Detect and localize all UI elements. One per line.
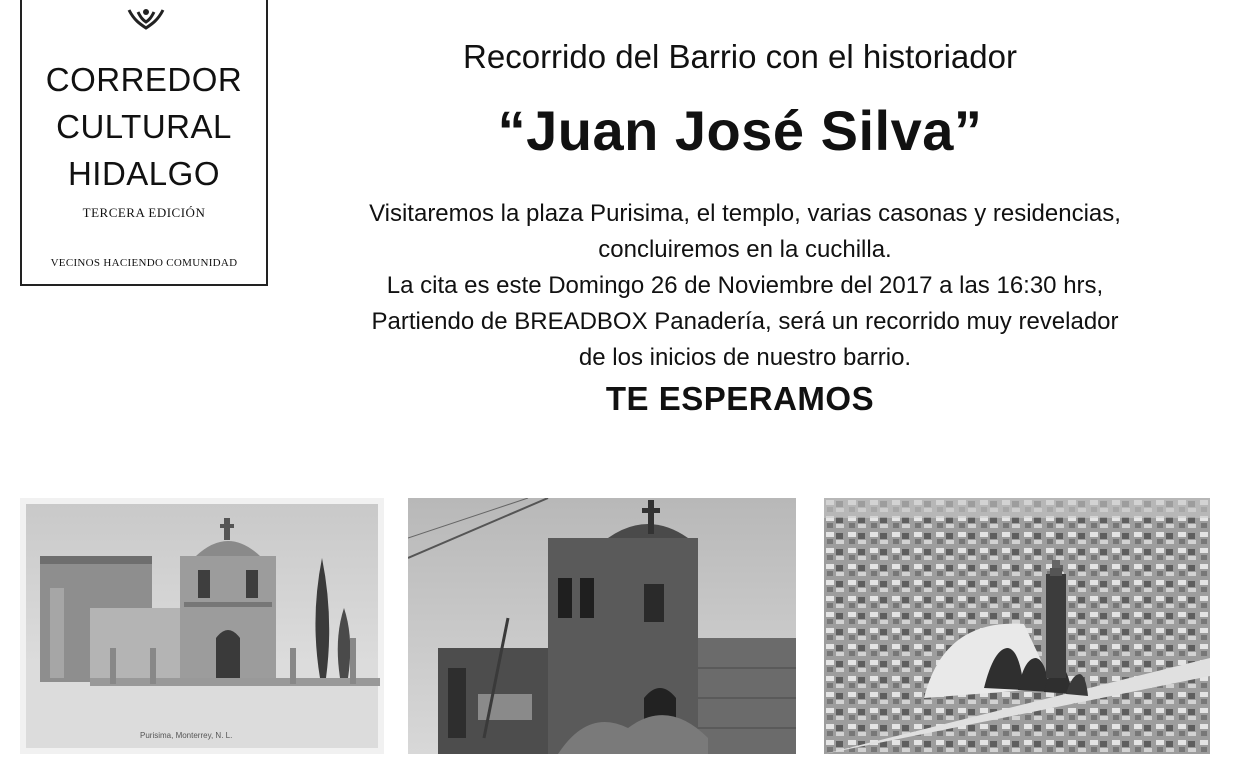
logo-title [22,56,266,197]
call-to-action: TE ESPERAMOS [605,380,875,417]
event-detail-line: La cita es este Domingo 26 de Noviembre del 2017 a las 16:30 hrs, [386,272,1104,299]
logo-tagline: VECINOS HACIENDO COMUNIDAD [50,257,238,269]
photo-aerial-city [824,498,1210,754]
event-details [280,196,1210,376]
event-detail-line: de los inicios de nuestro barrio. [578,344,912,371]
photo-purisima-postcard [20,498,384,754]
event-detail-line: Visitaremos la plaza Purisima, el templo, varias casonas y residencias, [369,200,1121,227]
photo-church-ruins [408,498,796,754]
logo-title-line: CULTURAL [56,108,232,145]
logo-title-line: CORREDOR [45,61,243,98]
postcard-caption: Purisima, Monterrey, N. L. [140,731,233,740]
logo-edition: TERCERA EDICIÓN [82,205,206,220]
event-subheading: Recorrido del Barrio con el historiador [463,38,1017,75]
historian-name: “Juan José Silva” [497,99,983,162]
logo-title-line: HIDALGO [67,155,221,192]
event-detail-line: concluiremos en la cuchilla. [598,236,892,263]
logo-heart-icon [126,6,166,32]
logo-box [20,0,268,286]
event-detail-line: Partiendo de BREADBOX Panadería, será un recorrido muy revelador [371,308,1119,335]
